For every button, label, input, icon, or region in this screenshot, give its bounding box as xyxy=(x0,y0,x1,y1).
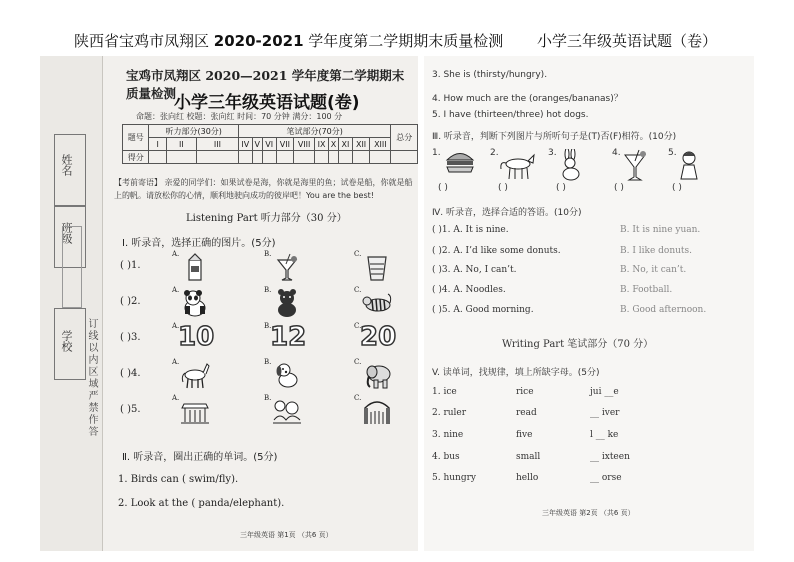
panda-icon xyxy=(180,288,210,318)
table-col: XI xyxy=(339,138,353,151)
word-item: small xyxy=(516,452,541,462)
word-item: 2. ruler xyxy=(432,408,467,418)
dog-icon xyxy=(272,360,302,390)
table-cell[interactable] xyxy=(352,151,369,164)
elephant-icon xyxy=(362,360,392,390)
option-label: C. xyxy=(354,394,362,402)
option-label: B. xyxy=(264,250,272,258)
park-bench-icon xyxy=(180,396,210,426)
table-col: VII xyxy=(276,138,293,151)
listening-sentence-4: 4. How much are the (oranges/bananas)？ xyxy=(432,94,623,104)
answer-paren[interactable]: ( ) xyxy=(672,183,682,193)
option-label: A. xyxy=(172,286,180,294)
question-row xyxy=(114,360,418,390)
word-item: 3. nine xyxy=(432,430,464,440)
table-cell[interactable] xyxy=(252,151,262,164)
option-b[interactable] xyxy=(264,360,324,392)
left-page xyxy=(40,56,418,551)
table-cell[interactable] xyxy=(328,151,338,164)
juice-glass-icon xyxy=(272,252,302,282)
class-input-box xyxy=(62,226,82,308)
sec4-question-4: ( )4. A. Noodles. xyxy=(432,285,506,295)
right-page xyxy=(424,56,754,551)
rabbit-icon xyxy=(556,149,586,181)
option-a[interactable] xyxy=(172,396,232,428)
exam-notice: 【考前寄语】 亲爱的同学们：如果试卷是海，你就是海里的鱼；试卷是船，你就是船上的帆。请放松你的心情，顺利地驶向成功的彼岸吧！You are the best! xyxy=(114,178,413,200)
word-blank[interactable]: __ orse xyxy=(590,473,622,483)
drink-glass-icon xyxy=(622,149,648,183)
option-b[interactable] xyxy=(264,396,324,428)
option-label: C. xyxy=(354,286,362,294)
table-cell[interactable] xyxy=(294,151,315,164)
horse-icon xyxy=(180,360,210,390)
word-item: 1. ice xyxy=(432,387,457,397)
right-page-footer: 三年级英语 第2页 （共6 页） xyxy=(542,509,635,517)
option-a[interactable] xyxy=(172,288,232,320)
sec4-option-b-1: B. It is nine yuan. xyxy=(620,225,701,235)
section-1-title: Ⅰ. 听录音，选择正确的图片。(5分) xyxy=(122,238,276,249)
word-blank[interactable]: __ iver xyxy=(590,408,620,418)
word-blank[interactable]: jui __e xyxy=(590,387,619,397)
table-col: III xyxy=(196,138,238,151)
number-twenty: 20 xyxy=(360,322,397,352)
sec4-question-1: ( )1. A. It is nine. xyxy=(432,225,509,235)
option-label: C. xyxy=(354,358,362,366)
exam-title: 宝鸡市凤翔区 2020—2021 学年度第二学期期末质量检测 xyxy=(126,68,405,101)
bear-icon xyxy=(272,288,302,318)
word-blank[interactable]: __ ixteen xyxy=(590,452,630,462)
section-5-title: V. 读单词，找规律，填上所缺字母。(5分) xyxy=(432,368,600,378)
table-col: II xyxy=(166,138,196,151)
sec4-option-b-4: B. Football. xyxy=(620,285,673,295)
answer-paren[interactable]: ( ) xyxy=(614,183,624,193)
question-number: ( )1. xyxy=(120,260,141,271)
tiger-icon xyxy=(362,288,392,318)
option-label: B. xyxy=(264,286,272,294)
option-a[interactable] xyxy=(172,360,232,392)
section-2-title: Ⅱ. 听录音，圈出正确的单词。(5分) xyxy=(122,452,278,463)
table-cell[interactable] xyxy=(149,151,167,164)
water-glass-icon xyxy=(362,252,392,282)
option-c[interactable] xyxy=(354,324,414,356)
word-item: read xyxy=(516,408,537,418)
option-c[interactable] xyxy=(354,396,414,428)
option-label: B. xyxy=(264,322,272,330)
option-label: C. xyxy=(354,322,362,330)
option-label: A. xyxy=(172,358,180,366)
question-number: ( )4. xyxy=(120,368,141,379)
number-twelve: 12 xyxy=(270,322,307,352)
milk-carton-icon xyxy=(180,252,210,282)
item-number: 1. xyxy=(432,148,441,158)
word-blank[interactable]: l __ ke xyxy=(590,430,619,440)
item-number: 5. xyxy=(668,148,677,158)
listening-sentence-5: 5. I have (thirteen/three) hot dogs. xyxy=(432,110,589,120)
table-col: XIII xyxy=(370,138,391,151)
word-item: hello xyxy=(516,473,539,483)
left-page-footer: 三年级英语 第1页 （共6 页） xyxy=(240,531,333,539)
table-score-label: 得分 xyxy=(123,151,149,164)
header-term: 学年度第二学期期末质量检测 xyxy=(303,32,504,50)
table-col: XII xyxy=(352,138,369,151)
table-header-listening: 听力部分(30分) xyxy=(149,125,238,138)
table-col: IV xyxy=(238,138,252,151)
table-header-total: 总分 xyxy=(391,125,418,151)
table-cell[interactable] xyxy=(370,151,391,164)
exam-meta: 命题：张向红 校题：张向红 时间：70 分钟 满分：100 分 xyxy=(136,112,343,121)
question-number: ( )5. xyxy=(120,404,141,415)
table-cell[interactable] xyxy=(276,151,293,164)
document-header-left xyxy=(74,30,503,51)
wolf-icon xyxy=(498,149,536,181)
table-col: IX xyxy=(315,138,329,151)
sec4-question-2: ( )2. A. I’d like some donuts. xyxy=(432,246,561,256)
item-number: 3. xyxy=(548,148,557,158)
seal-line-text: 订线以内区域严禁作答 xyxy=(86,318,97,438)
table-cell[interactable] xyxy=(166,151,196,164)
left-page-content xyxy=(106,56,416,551)
farm-animals-icon xyxy=(272,396,302,426)
question-number: ( )3. xyxy=(120,332,141,343)
question-row xyxy=(114,324,418,354)
binding-margin xyxy=(40,56,103,551)
section-3-title: Ⅲ. 听录音，判断下列图片与所听句子是(T)否(F)相符。(10分) xyxy=(432,132,677,142)
sentence-1: 1. Birds can ( swim/fly). xyxy=(118,474,239,485)
table-cell[interactable] xyxy=(315,151,329,164)
option-c[interactable] xyxy=(354,288,414,320)
girl-icon xyxy=(678,149,700,183)
question-row xyxy=(114,396,418,426)
word-item: five xyxy=(516,430,533,440)
table-cell[interactable] xyxy=(196,151,238,164)
table-col: VI xyxy=(262,138,276,151)
answer-paren[interactable]: ( ) xyxy=(438,183,448,193)
item-number: 2. xyxy=(490,148,499,158)
listening-part-title: Listening Part 听力部分（30 分） xyxy=(186,213,347,224)
answer-paren[interactable]: ( ) xyxy=(498,183,508,193)
option-label: B. xyxy=(264,358,272,366)
option-label: A. xyxy=(172,322,180,330)
sec4-question-3: ( )3. A. No, I can’t. xyxy=(432,265,517,275)
option-b[interactable] xyxy=(264,288,324,320)
school-label: 学校 xyxy=(60,330,73,352)
table-cell[interactable] xyxy=(391,151,418,164)
listening-sentence-3: 3. She is (thirsty/hungry). xyxy=(432,70,548,80)
option-b[interactable] xyxy=(264,324,324,356)
item-number: 4. xyxy=(612,148,621,158)
option-label: B. xyxy=(264,394,272,402)
table-col: I xyxy=(149,138,167,151)
table-header-number: 题号 xyxy=(123,125,149,151)
header-year: 2020-2021 xyxy=(213,32,304,50)
table-cell[interactable] xyxy=(339,151,353,164)
zoo-gate-icon xyxy=(362,396,392,426)
word-item: 5. hungry xyxy=(432,473,476,483)
word-item: rice xyxy=(516,387,534,397)
writing-part-title: Writing Part 笔试部分（70 分） xyxy=(502,339,654,350)
option-label: C. xyxy=(354,250,362,258)
option-label: A. xyxy=(172,250,180,258)
sec4-option-b-5: B. Good afternoon. xyxy=(620,305,707,315)
table-col: X xyxy=(328,138,338,151)
sentence-2: 2. Look at the ( panda/elephant). xyxy=(118,498,285,509)
answer-paren[interactable]: ( ) xyxy=(556,183,566,193)
name-label: 姓名 xyxy=(60,154,73,176)
option-label: A. xyxy=(172,394,180,402)
document-header-right: 小学三年级英语试题（卷） xyxy=(537,32,718,50)
exam-subtitle: 小学三年级英语试题(卷) xyxy=(174,93,360,113)
question-row xyxy=(114,252,418,282)
option-c[interactable] xyxy=(354,360,414,392)
question-row xyxy=(114,288,418,318)
sec4-question-5: ( )5. A. Good morning. xyxy=(432,305,534,315)
class-label: 班级 xyxy=(60,222,73,244)
option-a[interactable] xyxy=(172,252,232,284)
section-4-title: Ⅳ. 听录音，选择合适的答语。(10分) xyxy=(432,208,582,218)
option-c[interactable] xyxy=(354,252,414,284)
header-region: 陕西省宝鸡市凤翔区 xyxy=(74,32,214,50)
option-a[interactable] xyxy=(172,324,232,356)
option-b[interactable] xyxy=(264,252,324,284)
sec4-option-b-2: B. I like donuts. xyxy=(620,246,693,256)
hamburger-icon xyxy=(444,149,476,175)
table-col: V xyxy=(252,138,262,151)
question-number: ( )2. xyxy=(120,296,141,307)
table-col: VIII xyxy=(294,138,315,151)
word-item: 4. bus xyxy=(432,452,460,462)
table-cell[interactable] xyxy=(238,151,252,164)
sec4-option-b-3: B. No, it can’t. xyxy=(620,265,687,275)
score-table xyxy=(122,124,418,164)
number-ten: 10 xyxy=(178,322,215,352)
table-cell[interactable] xyxy=(262,151,276,164)
table-header-writing: 笔试部分(70分) xyxy=(238,125,390,138)
